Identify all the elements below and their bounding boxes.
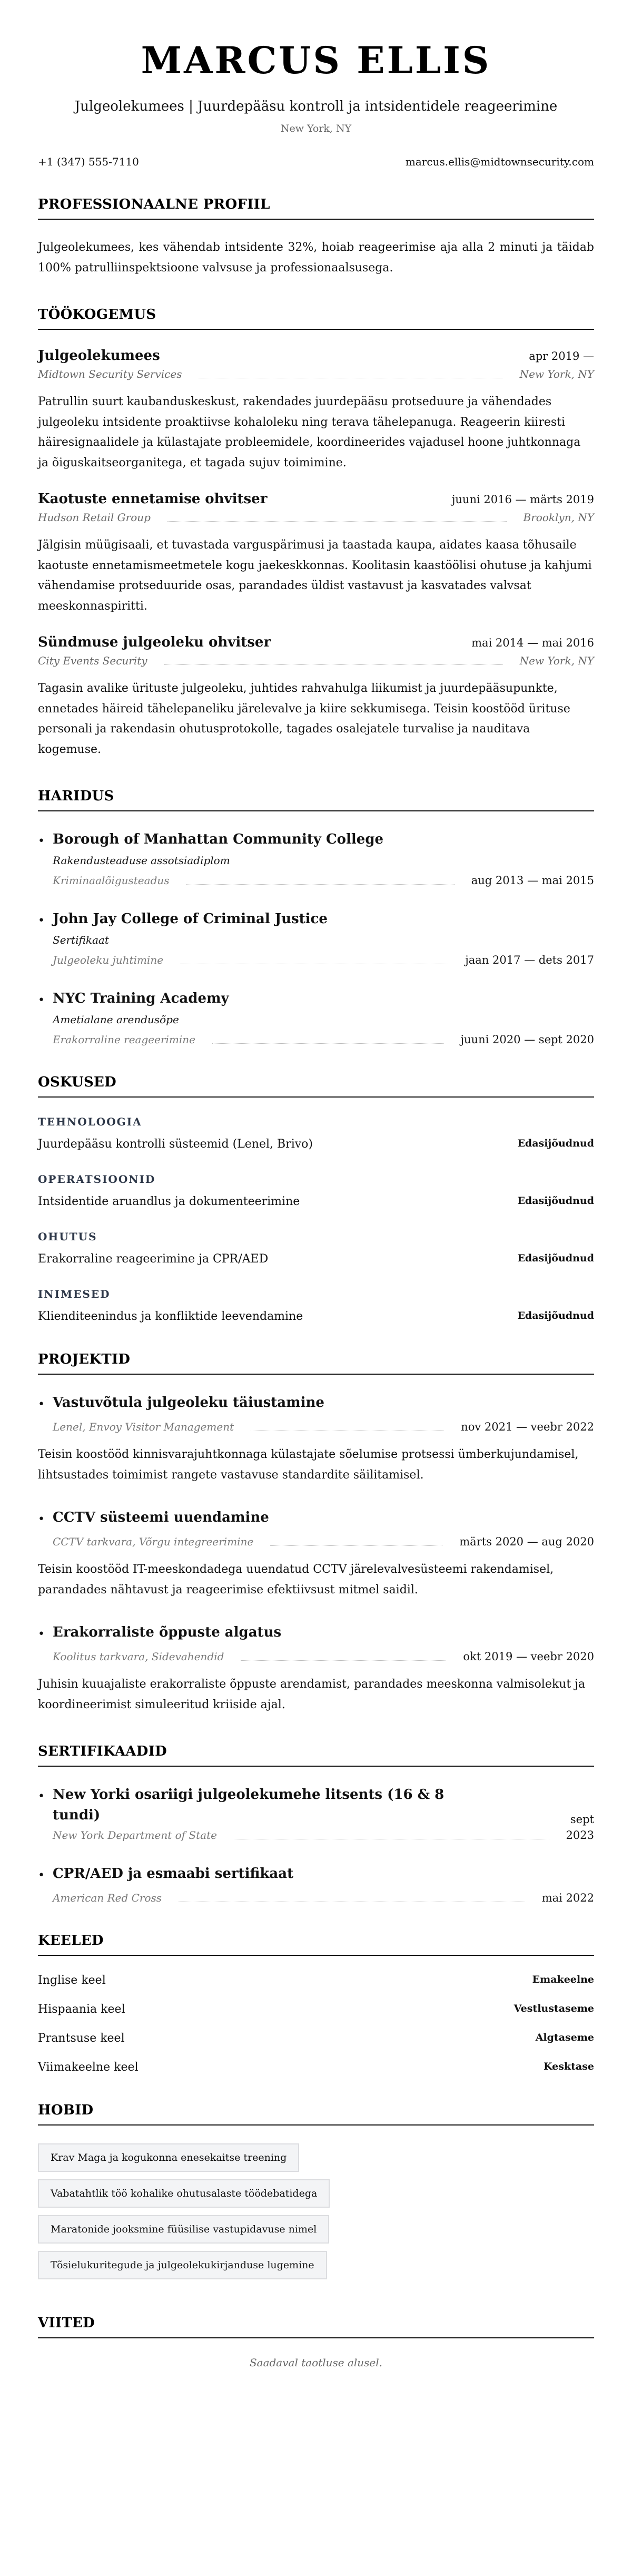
email-address[interactable]: marcus.ellis@midtownsecurity.com (405, 155, 594, 168)
references-text: Saadaval taotluse alusel. (249, 2356, 383, 2369)
section-heading: PROFESSIONAALNE PROFIIL (38, 197, 594, 220)
degree: Ametialane arendusõpe (53, 1013, 179, 1026)
references-section (38, 2315, 594, 2369)
language-name: Viimakeelne keel (38, 2061, 139, 2074)
language-row (38, 2061, 594, 2074)
project-date: nov 2021 — veebr 2022 (461, 1421, 594, 1433)
job-company: Midtown Security Services (38, 368, 182, 380)
skill-level: Edasijõudnud (517, 1310, 594, 1321)
candidate-title: Julgeolekumees | Juurdepääsu kontroll ja intsidentidele reageerimine (74, 99, 558, 114)
hobby-tag: Maratonide jooksmine füüsilise vastupidavuse nimel (38, 2215, 329, 2244)
job-location: New York, NY (519, 654, 594, 667)
language-row (38, 1974, 594, 1987)
section-heading: TÖÖKOGEMUS (38, 307, 594, 330)
project-description: Juhisin kuuajaliste erakorraliste õppuste arendamist, parandades meeskonna valmisolekut ja koordineerimist simuleeritud kriiside ajal. (38, 1678, 586, 1711)
school-name: Borough of Manhattan Community College (53, 831, 384, 847)
project-entry (38, 1507, 594, 1600)
job-description: Jälgisin müügisaali, et tuvastada varguspärimusi ja taastada kaupa, aidates kaasa tõhusaile kaotuste ennetamismeetmetele kogu jaekeskkonnas. Koolitasin kaastöölisi ohutuse ja kahjumi vähendamise protseduuride osas, parandades üldist vastavust ja kasvatades valvsat meeskonnaspiritti. (38, 538, 592, 613)
phone-number[interactable]: +1 (347) 555-7110 (38, 155, 139, 168)
degree: Sertifikaat (53, 934, 109, 946)
certification-date: mai 2022 (541, 1892, 594, 1904)
project-entry (38, 1622, 594, 1715)
profile-text: Julgeolekumees, kes vähendab intsidente 32%, hoiab reageerimise aja alla 2 minuti ja täidab 100% patrulliinspektsioone valvsuse ja professionaalsusega. (38, 241, 594, 275)
languages-section (38, 1933, 594, 2074)
language-name: Inglise keel (38, 1974, 106, 1987)
job-date: apr 2019 — (529, 350, 594, 363)
dotted-leader (270, 1545, 442, 1546)
skill-group (38, 1288, 594, 1323)
section-heading: VIITED (38, 2315, 594, 2338)
language-level: Emakeelne (532, 1974, 594, 1985)
certification-date-month: sept (570, 1813, 594, 1826)
skill-group (38, 1230, 594, 1266)
skill-category: OPERATSIOONID (38, 1173, 156, 1186)
field-of-study: Kriminaalõigusteadus (53, 874, 170, 887)
certifications-section (38, 1744, 594, 1904)
language-row (38, 2032, 594, 2045)
education-entry (38, 909, 594, 966)
dotted-leader (186, 884, 455, 885)
project-description: Teisin koostööd kinnisvarajuhtkonnaga külastajate sõelumise protsessi ümberkujundamisel, lihtsustades toimimist rangete vastavuse standardite säilitamisel. (38, 1448, 579, 1482)
projects-section (38, 1351, 594, 1715)
skill-name: Juurdepääsu kontrolli süsteemid (Lenel, Brivo) (38, 1138, 313, 1151)
skill-category: TEHNOLOOGIA (38, 1115, 142, 1128)
project-title: Vastuvõtula julgeoleku täiustamine (53, 1395, 324, 1411)
project-tech: Lenel, Envoy Visitor Management (53, 1421, 234, 1433)
skill-category: OHUTUS (38, 1230, 97, 1243)
job-description: Patrullin suurt kaubanduskeskust, rakendades juurdepääsu protseduure ja vähendades julgeoleku intsidente proaktiivse kohaloleku ning terava tähelepanuga. Reageerin kiiresti häiresignaalidele ja külastajate probleemidele, koordineerides vajadusel hoone juhtkonnaga ja õiguskaitseorganitega, et tagada sujuv toimimine. (38, 395, 581, 469)
profile-section (38, 197, 594, 278)
section-heading: HARIDUS (38, 788, 594, 811)
certification-entry (38, 1785, 594, 1842)
school-name: NYC Training Academy (53, 991, 229, 1006)
job-description: Tagasin avalike ürituste julgeoleku, juhtides rahvahulga liikumist ja juurdepääsupunkte, ennetades häireid tähelepaneliku järelevalve ja kiire sekkumisega. Teisin koostööd ürituse personali ja rakendasin ohutusprotokolle, tagades osalejatele turvalise ja nauditava kogemuse. (38, 682, 570, 756)
job-location: Brooklyn, NY (523, 511, 594, 524)
hobby-tag: Krav Maga ja kogukonna enesekaitse treening (38, 2143, 299, 2172)
project-title: CCTV süsteemi uuendamine (53, 1510, 269, 1525)
education-date: juuni 2020 — sept 2020 (460, 1033, 594, 1046)
hobbies-section (38, 2102, 594, 2287)
bullet-icon: • (38, 994, 45, 1007)
project-date: okt 2019 — veebr 2020 (463, 1650, 594, 1663)
language-level: Algtaseme (535, 2032, 594, 2043)
certification-title: CPR/AED ja esmaabi sertifikaat (53, 1866, 294, 1882)
project-tech: Koolitus tarkvara, Sidevahendid (53, 1650, 224, 1663)
candidate-name: MARCUS ELLIS (141, 38, 491, 82)
job-company: City Events Security (38, 654, 147, 667)
candidate-location: New York, NY (280, 123, 352, 134)
skill-level: Edasijõudnud (517, 1252, 594, 1264)
job-date: juuni 2016 — märts 2019 (451, 493, 594, 506)
skill-level: Edasijõudnud (517, 1195, 594, 1207)
job-date: mai 2014 — mai 2016 (471, 636, 594, 649)
experience-section (38, 307, 594, 760)
field-of-study: Erakorraline reageerimine (53, 1033, 195, 1046)
dotted-leader (164, 664, 503, 665)
education-date: jaan 2017 — dets 2017 (465, 954, 594, 966)
skill-name: Erakorraline reageerimine ja CPR/AED (38, 1252, 269, 1266)
skill-name: Intsidentide aruandlus ja dokumenteerimine (38, 1195, 300, 1208)
skills-section (38, 1074, 594, 1323)
project-title: Erakorraliste õppuste algatus (53, 1624, 282, 1640)
language-name: Prantsuse keel (38, 2032, 125, 2045)
language-row (38, 2003, 594, 2016)
resume-header (38, 40, 594, 134)
skill-name: Klienditeenindus ja konfliktide leevendamine (38, 1310, 303, 1323)
school-name: John Jay College of Criminal Justice (53, 911, 328, 927)
language-level: Kesktase (544, 2061, 594, 2072)
education-entry (38, 988, 594, 1046)
hobby-tag: Tõsielukuritegude ja julgeolekukirjanduse lugemine (38, 2251, 327, 2279)
education-date: aug 2013 — mai 2015 (471, 874, 594, 887)
job-title: Julgeolekumees (38, 348, 160, 364)
contact-row (38, 155, 594, 168)
bullet-icon: • (38, 1869, 45, 1882)
section-heading: SERTIFIKAADID (38, 1744, 594, 1767)
field-of-study: Julgeoleku juhtimine (53, 954, 164, 966)
section-heading: KEELED (38, 1933, 594, 1956)
certification-title: New Yorki osariigi julgeolekumehe litsents (16 & 8 tundi) (53, 1787, 445, 1823)
language-level: Vestlustaseme (514, 2003, 594, 2014)
section-heading: PROJEKTID (38, 1351, 594, 1375)
skill-group (38, 1115, 594, 1151)
certification-date-year: 2023 (566, 1829, 594, 1842)
project-date: märts 2020 — aug 2020 (459, 1535, 594, 1548)
job-entry (38, 634, 594, 760)
job-title: Kaotuste ennetamise ohvitser (38, 491, 268, 507)
job-entry (38, 491, 594, 616)
language-name: Hispaania keel (38, 2003, 125, 2016)
job-company: Hudson Retail Group (38, 511, 151, 524)
project-description: Teisin koostööd IT-meeskondadega uuendatud CCTV järelevalvesüsteemi rakendamisel, parandades nähtavust ja reageerimise efektiivsust mitmel saidil. (38, 1563, 554, 1596)
education-entry (38, 829, 594, 887)
bullet-icon: • (38, 1790, 45, 1803)
job-location: New York, NY (519, 368, 594, 380)
project-tech: CCTV tarkvara, Võrgu integreerimine (53, 1535, 254, 1548)
bullet-icon: • (38, 835, 45, 848)
dotted-leader (212, 1043, 444, 1044)
project-entry (38, 1393, 594, 1485)
dotted-leader (167, 521, 507, 522)
dotted-leader (241, 1660, 446, 1661)
section-heading: OSKUSED (38, 1074, 594, 1098)
certification-date (570, 1813, 594, 1826)
skill-category: INIMESED (38, 1288, 111, 1300)
job-title: Sündmuse julgeoleku ohvitser (38, 634, 271, 650)
skill-group (38, 1173, 594, 1208)
bullet-icon: • (38, 914, 45, 927)
certification-entry (38, 1864, 594, 1904)
hobby-tag: Vabatahtlik töö kohalike ohutusalaste töödebatidega (38, 2179, 330, 2208)
section-heading: HOBID (38, 2102, 594, 2126)
bullet-icon: • (38, 1628, 45, 1641)
degree: Rakendusteaduse assotsiadiplom (53, 854, 230, 867)
certification-issuer: American Red Cross (53, 1892, 162, 1904)
bullet-icon: • (38, 1398, 45, 1411)
certification-issuer: New York Department of State (53, 1829, 217, 1842)
bullet-icon: • (38, 1513, 45, 1526)
skill-level: Edasijõudnud (517, 1138, 594, 1149)
job-entry (38, 348, 594, 473)
education-section (38, 788, 594, 1046)
